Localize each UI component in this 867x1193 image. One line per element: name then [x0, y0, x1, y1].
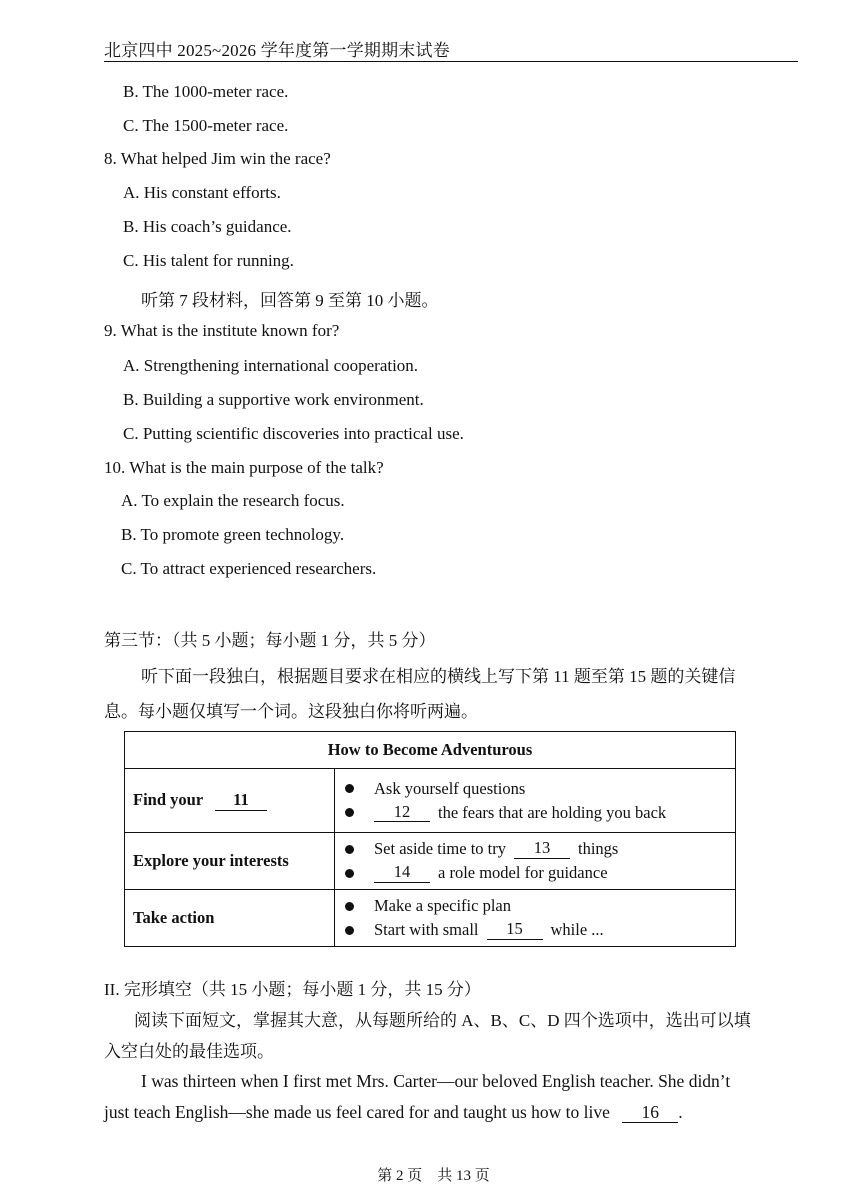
item-text: Set aside time to try	[374, 839, 506, 858]
option-8c: C. His talent for running.	[123, 251, 294, 270]
table-row	[125, 833, 736, 890]
list-item	[345, 777, 735, 801]
item-text: Make a specific plan	[374, 896, 511, 915]
bullet-icon	[345, 845, 354, 854]
row-items-action	[335, 890, 736, 947]
list-item	[345, 837, 735, 861]
list-item	[345, 918, 735, 942]
option-9b: B. Building a supportive work environment.	[123, 390, 424, 409]
question-9: 9. What is the institute known for?	[104, 321, 340, 340]
question-8: 8. What helped Jim win the race?	[104, 149, 331, 168]
section-3-instruction-2: 息。每小题仅填写一个词。这段独白你将听两遍。	[104, 702, 478, 721]
option-7c: C. The 1500-meter race.	[123, 116, 289, 135]
item-text: a role model for guidance	[438, 863, 608, 882]
passage-line-2	[104, 1102, 683, 1123]
bullet-icon	[345, 784, 354, 793]
table-title: How to Become Adventurous	[125, 732, 736, 769]
part-2-title: II. 完形填空（共 15 小题；每小题 1 分，共 15 分）	[104, 980, 481, 999]
row-label-text: Find your	[133, 790, 203, 810]
bullet-icon	[345, 869, 354, 878]
section-3-instruction-1: 听下面一段独白，根据题目要求在相应的横线上写下第 11 题至第 15 题的关键信	[141, 667, 736, 686]
part-2-instruction-1: 阅读下面短文，掌握其大意，从每题所给的 A、B、C、D 四个选项中，选出可以填	[134, 1011, 751, 1030]
listening-instruction-7: 听第 7 段材料，回答第 9 至第 10 小题。	[141, 291, 439, 310]
item-text: things	[577, 839, 619, 858]
passage-period: .	[678, 1102, 683, 1122]
row-label-action	[125, 890, 335, 947]
option-10a: A. To explain the research focus.	[121, 491, 345, 510]
option-7b: B. The 1000-meter race.	[123, 82, 289, 101]
item-text: the fears that are holding you back	[438, 802, 667, 822]
page-footer: 第 2 页 共 13 页	[377, 1168, 490, 1184]
answer-blank-12[interactable]: 12	[374, 803, 430, 822]
option-8b: B. His coach’s guidance.	[123, 217, 292, 236]
row-label-text: Explore your interests	[133, 851, 289, 870]
exam-header: 北京四中 2025~2026 学年度第一学期期末试卷	[104, 41, 450, 60]
table-row	[125, 769, 736, 833]
answer-blank-14[interactable]: 14	[374, 863, 430, 882]
list-item	[345, 894, 735, 918]
section-3-title: 第三节：（共 5 小题；每小题 1 分，共 5 分）	[104, 631, 436, 650]
passage-text: just teach English—she made us feel cared for and taught us how to live	[104, 1102, 610, 1122]
adventurous-table	[124, 731, 736, 947]
list-item	[345, 861, 735, 885]
answer-blank-13[interactable]: 13	[514, 839, 570, 858]
list-item	[345, 801, 735, 825]
bullet-icon	[345, 926, 354, 935]
row-label-find	[125, 769, 335, 833]
passage-line-1: I was thirteen when I first met Mrs. Carter—our beloved English teacher. She didn’t	[141, 1071, 731, 1091]
bullet-icon	[345, 902, 354, 911]
item-text: Ask yourself questions	[374, 778, 526, 798]
option-9c: C. Putting scientific discoveries into practical use.	[123, 424, 464, 443]
item-text: Start with small	[374, 920, 479, 939]
option-10b: B. To promote green technology.	[121, 525, 345, 544]
bullet-icon	[345, 808, 354, 817]
part-2-instruction-2: 入空白处的最佳选项。	[104, 1042, 274, 1061]
question-10: 10. What is the main purpose of the talk?	[104, 458, 384, 477]
row-items-explore	[335, 833, 736, 890]
option-10c: C. To attract experienced researchers.	[121, 559, 377, 578]
option-9a: A. Strengthening international cooperation.	[123, 356, 419, 375]
answer-blank-15[interactable]: 15	[487, 920, 543, 939]
answer-blank-16[interactable]: 16	[622, 1103, 678, 1123]
row-label-explore	[125, 833, 335, 890]
answer-blank-11[interactable]: 11	[215, 791, 267, 810]
row-label-text: Take action	[133, 908, 215, 927]
option-8a: A. His constant efforts.	[123, 183, 281, 202]
header-rule	[104, 61, 798, 62]
row-items-find	[335, 769, 736, 833]
item-text: while ...	[550, 920, 604, 939]
table-row	[125, 890, 736, 947]
